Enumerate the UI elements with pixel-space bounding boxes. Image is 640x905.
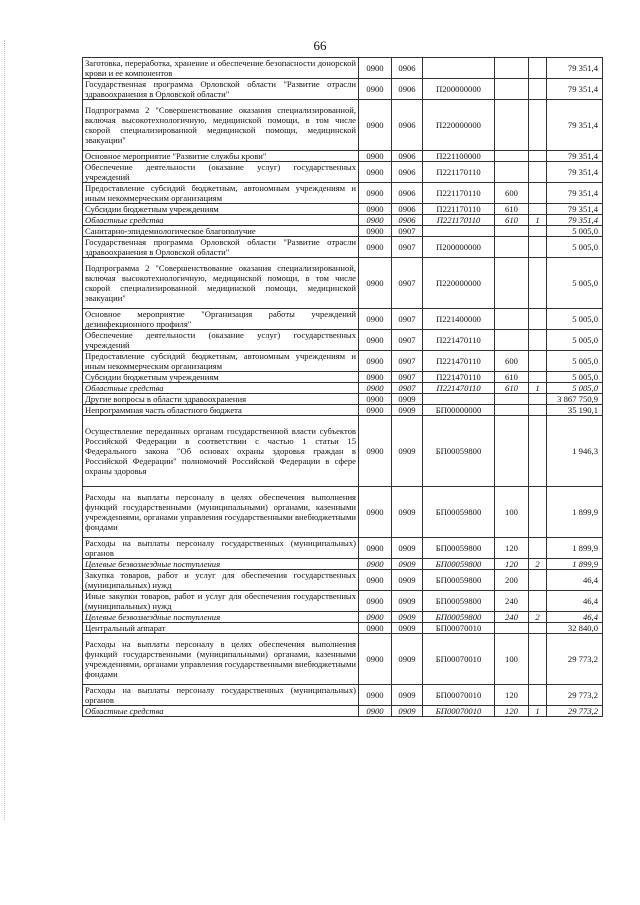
row-section: 0900 xyxy=(359,612,392,623)
row-amount: 5 005,0 xyxy=(547,237,603,258)
row-expense-type: 610 xyxy=(495,372,529,383)
table-row xyxy=(83,237,603,258)
row-expense-type: 200 xyxy=(495,570,529,591)
row-amount: 29 773,2 xyxy=(547,685,603,706)
row-subsection: 0906 xyxy=(392,215,423,226)
row-target-article xyxy=(423,58,495,79)
row-expense-type: 120 xyxy=(495,706,529,717)
row-expense-type xyxy=(495,258,529,309)
row-section: 0900 xyxy=(359,570,392,591)
row-section: 0900 xyxy=(359,383,392,394)
row-subsection: 0909 xyxy=(392,394,423,405)
table-row xyxy=(83,394,603,405)
table-row xyxy=(83,215,603,226)
row-subsection: 0909 xyxy=(392,591,423,612)
row-amount: 79 351,4 xyxy=(547,151,603,162)
row-name: Непрограммная часть областного бюджета xyxy=(83,405,359,416)
row-name: Субсидии бюджетным учреждениям xyxy=(83,372,359,383)
row-name: Целевые безвозмездные поступления xyxy=(83,612,359,623)
row-expense-type xyxy=(495,309,529,330)
table-row xyxy=(83,559,603,570)
row-target-article: БП00059800 xyxy=(423,612,495,623)
row-section: 0900 xyxy=(359,634,392,685)
row-expense-type: 600 xyxy=(495,183,529,204)
row-funding-source xyxy=(529,58,547,79)
row-subsection: 0907 xyxy=(392,258,423,309)
table-row xyxy=(83,330,603,351)
row-funding-source xyxy=(529,100,547,151)
table-row xyxy=(83,487,603,538)
row-target-article xyxy=(423,394,495,405)
row-name: Обеспечение деятельности (оказание услуг) государственных учреждений xyxy=(83,330,359,351)
row-funding-source xyxy=(529,570,547,591)
row-expense-type xyxy=(495,100,529,151)
row-target-article: П221170110 xyxy=(423,204,495,215)
row-amount: 1 899,9 xyxy=(547,487,603,538)
row-section: 0900 xyxy=(359,204,392,215)
row-name: Расходы на выплаты персоналу государственных (муниципальных) органов xyxy=(83,538,359,559)
row-expense-type xyxy=(495,330,529,351)
row-target-article: БП00059800 xyxy=(423,416,495,487)
budget-table-body xyxy=(83,58,603,717)
row-subsection: 0906 xyxy=(392,151,423,162)
row-amount: 1 899,9 xyxy=(547,559,603,570)
table-row xyxy=(83,351,603,372)
row-section: 0900 xyxy=(359,183,392,204)
row-amount: 79 351,4 xyxy=(547,215,603,226)
row-section: 0900 xyxy=(359,623,392,634)
table-row xyxy=(83,623,603,634)
page-number: 66 xyxy=(313,38,327,53)
row-name: Осуществление переданных органам государственной власти субъектов Российской Федерации в соответствии с частью 1 статьи 15 Федерального закона "Об основах охраны здоровья граждан в Российской Федерации" полномочий Российской Федерации в сфере охраны здоровья xyxy=(83,416,359,487)
row-target-article: БП00070010 xyxy=(423,623,495,634)
row-funding-source xyxy=(529,405,547,416)
row-funding-source xyxy=(529,351,547,372)
row-expense-type: 120 xyxy=(495,538,529,559)
row-section: 0900 xyxy=(359,79,392,100)
row-funding-source xyxy=(529,685,547,706)
row-funding-source xyxy=(529,330,547,351)
row-subsection: 0907 xyxy=(392,309,423,330)
row-name: Санитарно-эпидемиологическое благополучие xyxy=(83,226,359,237)
table-row xyxy=(83,151,603,162)
row-target-article: БП00059800 xyxy=(423,538,495,559)
row-name: Закупка товаров, работ и услуг для обеспечения государственных (муниципальных) нужд xyxy=(83,570,359,591)
row-name: Основное мероприятие "Организация работы учреждений дезинфекционного профиля" xyxy=(83,309,359,330)
row-subsection: 0909 xyxy=(392,634,423,685)
row-target-article: БП00059800 xyxy=(423,487,495,538)
table-row xyxy=(83,416,603,487)
row-funding-source xyxy=(529,487,547,538)
row-expense-type xyxy=(495,79,529,100)
row-section: 0900 xyxy=(359,538,392,559)
row-funding-source xyxy=(529,309,547,330)
row-section: 0900 xyxy=(359,100,392,151)
row-target-article: П220000000 xyxy=(423,258,495,309)
row-subsection: 0909 xyxy=(392,487,423,538)
row-amount: 79 351,4 xyxy=(547,100,603,151)
row-section: 0900 xyxy=(359,591,392,612)
row-amount: 29 773,2 xyxy=(547,706,603,717)
table-row xyxy=(83,405,603,416)
row-funding-source xyxy=(529,151,547,162)
row-funding-source xyxy=(529,634,547,685)
table-row xyxy=(83,309,603,330)
row-section: 0900 xyxy=(359,706,392,717)
row-name: Субсидии бюджетным учреждениям xyxy=(83,204,359,215)
row-name: Предоставление субсидий бюджетным, автономным учреждениям и иным некоммерческим организациям xyxy=(83,351,359,372)
row-amount: 1 946,3 xyxy=(547,416,603,487)
row-name: Подпрограмма 2 "Совершенствование оказания специализированной, включая высокотехнологичную, медицинской помощи, в том числе скорой специализированной медицинской помощи, медицинской эвакуации" xyxy=(83,258,359,309)
row-funding-source: 2 xyxy=(529,612,547,623)
row-section: 0900 xyxy=(359,351,392,372)
row-expense-type: 100 xyxy=(495,634,529,685)
row-target-article: БП00000000 xyxy=(423,405,495,416)
row-target-article: П221470110 xyxy=(423,351,495,372)
row-expense-type: 610 xyxy=(495,204,529,215)
row-expense-type xyxy=(495,151,529,162)
table-row xyxy=(83,226,603,237)
row-amount: 5 005,0 xyxy=(547,309,603,330)
table-row xyxy=(83,79,603,100)
row-funding-source xyxy=(529,538,547,559)
row-subsection: 0906 xyxy=(392,183,423,204)
row-subsection: 0909 xyxy=(392,623,423,634)
row-amount: 79 351,4 xyxy=(547,183,603,204)
row-amount: 5 005,0 xyxy=(547,383,603,394)
row-subsection: 0909 xyxy=(392,685,423,706)
row-subsection: 0906 xyxy=(392,204,423,215)
row-section: 0900 xyxy=(359,226,392,237)
row-expense-type: 600 xyxy=(495,351,529,372)
row-target-article: БП00059800 xyxy=(423,559,495,570)
row-funding-source xyxy=(529,162,547,183)
row-amount: 46,4 xyxy=(547,570,603,591)
row-expense-type: 240 xyxy=(495,612,529,623)
row-expense-type: 120 xyxy=(495,559,529,570)
row-target-article: П221400000 xyxy=(423,309,495,330)
row-amount: 46,4 xyxy=(547,612,603,623)
row-name: Областные средства xyxy=(83,215,359,226)
row-section: 0900 xyxy=(359,151,392,162)
row-funding-source: 1 xyxy=(529,215,547,226)
row-expense-type: 610 xyxy=(495,215,529,226)
row-funding-source xyxy=(529,237,547,258)
row-funding-source xyxy=(529,204,547,215)
row-amount: 3 867 750,9 xyxy=(547,394,603,405)
row-funding-source xyxy=(529,226,547,237)
table-row xyxy=(83,258,603,309)
row-amount: 32 840,0 xyxy=(547,623,603,634)
table-row xyxy=(83,706,603,717)
table-row xyxy=(83,372,603,383)
row-target-article: П220000000 xyxy=(423,100,495,151)
row-name: Центральный аппарат xyxy=(83,623,359,634)
row-subsection: 0907 xyxy=(392,351,423,372)
row-expense-type xyxy=(495,58,529,79)
row-name: Целевые безвозмездные поступления xyxy=(83,559,359,570)
row-expense-type xyxy=(495,237,529,258)
row-section: 0900 xyxy=(359,372,392,383)
row-amount: 5 005,0 xyxy=(547,330,603,351)
row-target-article: П221470110 xyxy=(423,330,495,351)
row-expense-type: 100 xyxy=(495,487,529,538)
row-amount: 79 351,4 xyxy=(547,162,603,183)
row-name: Областные средства xyxy=(83,383,359,394)
row-section: 0900 xyxy=(359,258,392,309)
table-row xyxy=(83,204,603,215)
row-funding-source xyxy=(529,183,547,204)
row-expense-type xyxy=(495,226,529,237)
table-row xyxy=(83,183,603,204)
row-funding-source xyxy=(529,372,547,383)
row-name: Государственная программа Орловской области "Развитие отрасли здравоохранения в Орловской области" xyxy=(83,79,359,100)
row-subsection: 0907 xyxy=(392,383,423,394)
row-subsection: 0909 xyxy=(392,612,423,623)
row-section: 0900 xyxy=(359,685,392,706)
row-name: Заготовка, переработка, хранение и обеспечение безопасности донорской крови и ее компонентов xyxy=(83,58,359,79)
row-subsection: 0909 xyxy=(392,570,423,591)
row-section: 0900 xyxy=(359,215,392,226)
table-row xyxy=(83,570,603,591)
row-target-article xyxy=(423,226,495,237)
row-name: Основное мероприятие "Развитие службы крови" xyxy=(83,151,359,162)
row-subsection: 0906 xyxy=(392,58,423,79)
table-row xyxy=(83,100,603,151)
row-section: 0900 xyxy=(359,416,392,487)
row-target-article: П200000000 xyxy=(423,79,495,100)
row-name: Иные закупки товаров, работ и услуг для обеспечения государственных (муниципальных) нужд xyxy=(83,591,359,612)
row-funding-source xyxy=(529,591,547,612)
row-name: Расходы на выплаты персоналу в целях обеспечения выполнения функций государственными (муниципальными) органами, казенными учреждениями, органами управления государственными внебюджетными фондами xyxy=(83,634,359,685)
row-expense-type xyxy=(495,416,529,487)
row-target-article: БП00070010 xyxy=(423,634,495,685)
row-target-article: БП00059800 xyxy=(423,570,495,591)
row-target-article: П221170110 xyxy=(423,183,495,204)
row-name: Государственная программа Орловской области "Развитие отрасли здравоохранения в Орловской области" xyxy=(83,237,359,258)
row-subsection: 0906 xyxy=(392,79,423,100)
table-row xyxy=(83,162,603,183)
table-row xyxy=(83,591,603,612)
row-subsection: 0909 xyxy=(392,706,423,717)
row-name: Другие вопросы в области здравоохранения xyxy=(83,394,359,405)
row-subsection: 0909 xyxy=(392,538,423,559)
table-row xyxy=(83,538,603,559)
row-subsection: 0909 xyxy=(392,559,423,570)
row-subsection: 0907 xyxy=(392,372,423,383)
budget-table xyxy=(82,57,603,717)
row-section: 0900 xyxy=(359,162,392,183)
row-target-article: П221470110 xyxy=(423,383,495,394)
row-target-article: П200000000 xyxy=(423,237,495,258)
row-expense-type: 610 xyxy=(495,383,529,394)
row-amount: 29 773,2 xyxy=(547,634,603,685)
row-amount: 1 899,9 xyxy=(547,538,603,559)
row-section: 0900 xyxy=(359,405,392,416)
row-funding-source xyxy=(529,394,547,405)
row-amount: 46,4 xyxy=(547,591,603,612)
row-expense-type xyxy=(495,394,529,405)
row-name: Расходы на выплаты персоналу в целях обеспечения выполнения функций государственными (муниципальными) органами, казенными учреждениями, органами управления государственными внебюджетными фондами xyxy=(83,487,359,538)
row-amount: 79 351,4 xyxy=(547,204,603,215)
row-subsection: 0909 xyxy=(392,416,423,487)
row-target-article: П221170110 xyxy=(423,162,495,183)
row-subsection: 0906 xyxy=(392,100,423,151)
row-section: 0900 xyxy=(359,559,392,570)
row-target-article: П221170110 xyxy=(423,215,495,226)
row-funding-source: 1 xyxy=(529,706,547,717)
table-row xyxy=(83,685,603,706)
row-name: Расходы на выплаты персоналу государственных (муниципальных) органов xyxy=(83,685,359,706)
row-amount: 5 005,0 xyxy=(547,372,603,383)
row-name: Подпрограмма 2 "Совершенствование оказания специализированной, включая высокотехнологичную, медицинской помощи, в том числе скорой специализированной медицинской помощи, медицинской эвакуации" xyxy=(83,100,359,151)
row-amount: 79 351,4 xyxy=(547,58,603,79)
row-amount: 5 005,0 xyxy=(547,226,603,237)
budget-table-sheet xyxy=(82,57,602,717)
table-row xyxy=(83,58,603,79)
table-row xyxy=(83,383,603,394)
row-funding-source xyxy=(529,416,547,487)
row-amount: 5 005,0 xyxy=(547,351,603,372)
row-name: Обеспечение деятельности (оказание услуг) государственных учреждений xyxy=(83,162,359,183)
row-amount: 79 351,4 xyxy=(547,79,603,100)
row-section: 0900 xyxy=(359,237,392,258)
row-subsection: 0909 xyxy=(392,405,423,416)
row-section: 0900 xyxy=(359,309,392,330)
row-target-article: БП00070010 xyxy=(423,706,495,717)
row-subsection: 0907 xyxy=(392,330,423,351)
row-amount: 5 005,0 xyxy=(547,258,603,309)
row-name: Предоставление субсидий бюджетным, автономным учреждениям и иным некоммерческим организациям xyxy=(83,183,359,204)
row-target-article: БП00070010 xyxy=(423,685,495,706)
row-target-article: БП00059800 xyxy=(423,591,495,612)
page-binding-edge xyxy=(4,40,9,820)
row-section: 0900 xyxy=(359,58,392,79)
row-subsection: 0907 xyxy=(392,226,423,237)
table-row xyxy=(83,634,603,685)
row-funding-source xyxy=(529,79,547,100)
row-target-article: П221100000 xyxy=(423,151,495,162)
row-amount: 35 190,1 xyxy=(547,405,603,416)
row-section: 0900 xyxy=(359,330,392,351)
row-funding-source: 1 xyxy=(529,383,547,394)
row-funding-source: 2 xyxy=(529,559,547,570)
row-funding-source xyxy=(529,258,547,309)
row-subsection: 0906 xyxy=(392,162,423,183)
row-name: Областные средства xyxy=(83,706,359,717)
row-expense-type xyxy=(495,405,529,416)
row-target-article: П221470110 xyxy=(423,372,495,383)
row-expense-type xyxy=(495,162,529,183)
table-row xyxy=(83,612,603,623)
row-subsection: 0907 xyxy=(392,237,423,258)
row-section: 0900 xyxy=(359,487,392,538)
row-section: 0900 xyxy=(359,394,392,405)
row-expense-type: 240 xyxy=(495,591,529,612)
row-funding-source xyxy=(529,623,547,634)
row-expense-type: 120 xyxy=(495,685,529,706)
row-expense-type xyxy=(495,623,529,634)
